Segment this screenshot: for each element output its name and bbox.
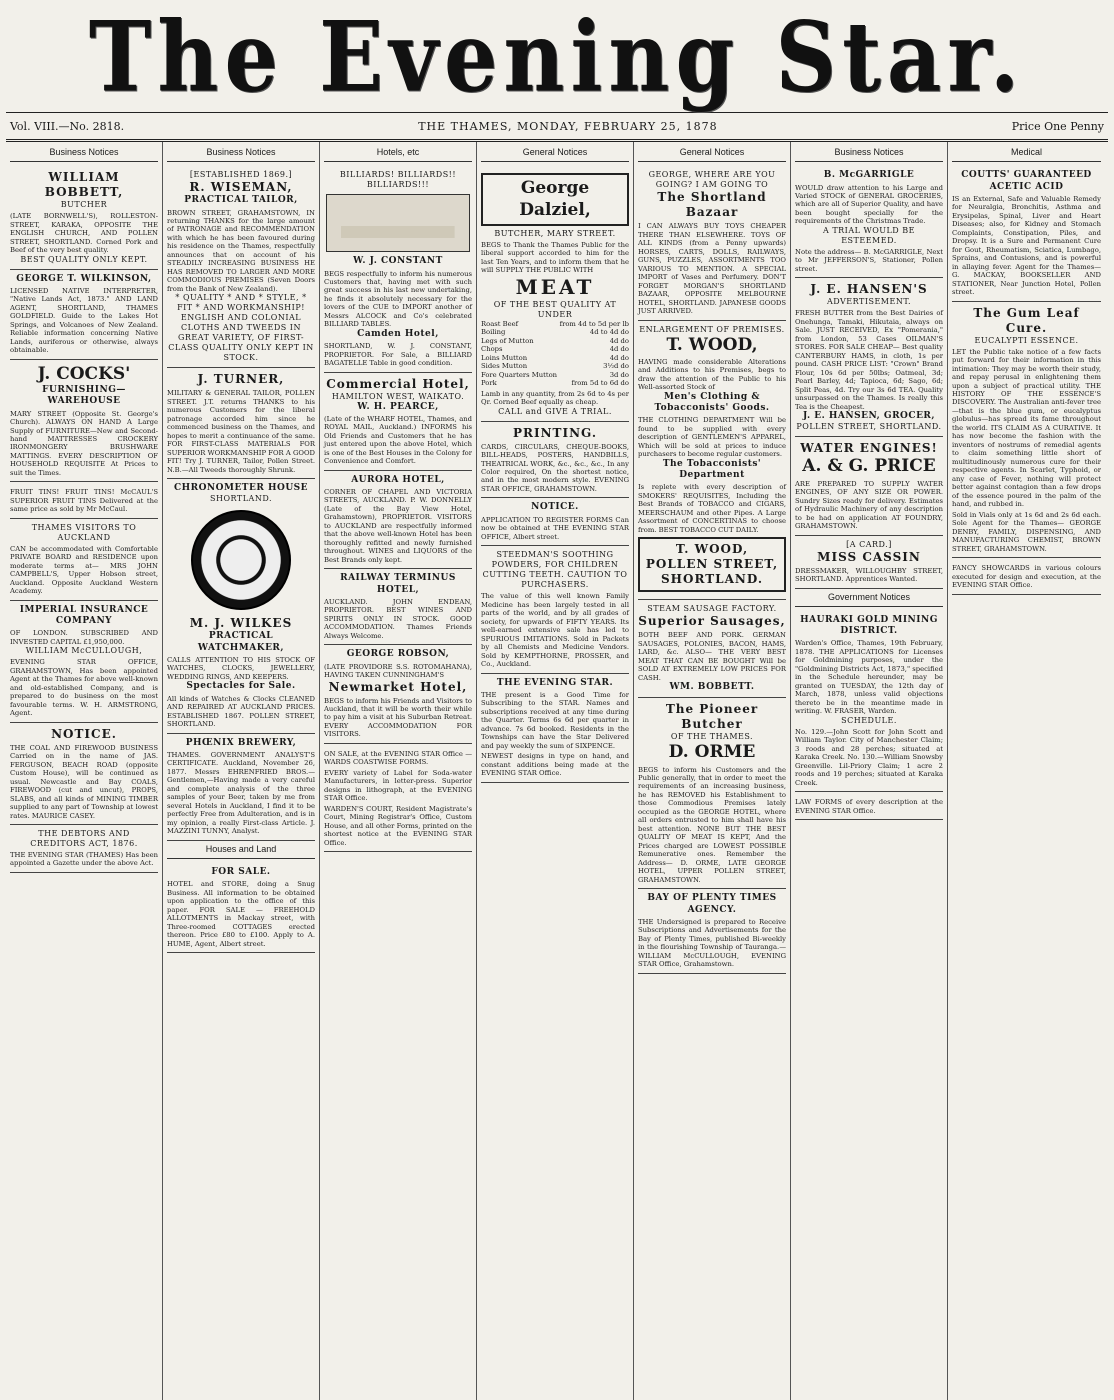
- price-value: from 4d to 5d per lb: [559, 319, 629, 328]
- ad-body: CALLS ATTENTION TO HIS STOCK OF WATCHES, CLOCKS, JEWELLERY, WEDDING RINGS, AND KEEPERS.: [167, 655, 315, 681]
- ad-body: BEGS to Thank the Thames Public for the liberal support accorded to him for the last Ten Years, and to inform them that he will SUPPLY THE PUBLIC WITH: [481, 240, 629, 275]
- ad-body: I CAN ALWAYS BUY TOYS CHEAPER THERE THAN ELSEWHERE. TOYS OF ALL KINDS (from a Penny upwards) HORSES, CARTS, DOLLS, RAILWAYS, GUNS, PUZZLES, ASSORTMENTS TOO VARIOUS TO MENTION. A SPECIAL IMPORT of Vases and Perfumery. DON'T FORGET MORGAN'S SHORTLAND BAZAAR, OPPOSITE MELBOURNE HOTEL, SHORTLAND. JAPANESE GOODS JUST ARRIVED.: [638, 222, 786, 316]
- price-value: from 5d to 6d do: [571, 379, 629, 388]
- ad-steedman: [481, 546, 629, 673]
- ad-title: THAMES VISITORS TO AUCKLAND: [31, 522, 137, 542]
- ad-body: (LATE PROVIDORE S.S. ROTOMAHANA), HAVING TAKEN CUNNINGHAM'S: [324, 662, 472, 680]
- ad-subtitle: Newmarket Hotel,: [328, 679, 468, 694]
- ad-intro: GEORGE, WHERE ARE YOU GOING? I AM GOING TO: [648, 170, 776, 190]
- ad-title: HAURAKI GOLD MINING DISTRICT.: [800, 614, 938, 637]
- ad-address: POLLEN STREET, SHORTLAND.: [796, 422, 942, 432]
- ad-law-forms: [795, 792, 943, 820]
- ad-title: WILLIAM BOBBETT,: [44, 170, 124, 200]
- ad-subtitle: OF THE THAMES.: [670, 732, 754, 742]
- ad-body: EVENING STAR OFFICE, GRAHAMSTOWN, Has been appointed Agent at the Thames for above well-known and old-established Company, and is prepared to do business on the most favourable terms. W. H. ARMSTRONG, Agent.: [10, 658, 158, 718]
- ad-title: The Pioneer Butcher: [665, 702, 759, 732]
- section-heading: Houses and Land: [167, 841, 315, 859]
- ad-title: RAILWAY TERMINUS HOTEL,: [340, 573, 456, 595]
- ad-gum-leaf: [952, 302, 1101, 559]
- ad-intro: [A CARD.]: [846, 539, 892, 549]
- ad-forms: [324, 744, 472, 852]
- column-7: [948, 142, 1105, 1400]
- ad-coutts: [952, 166, 1101, 301]
- ad-title: GEORGE T. WILKINSON,: [16, 273, 152, 284]
- price-row: [481, 345, 629, 353]
- ad-pioneer-butcher: [638, 698, 786, 889]
- ad-mcgarrigle: [795, 166, 943, 278]
- ad-subtitle: A TRIAL WOULD BE ESTEEMED.: [823, 225, 915, 245]
- ad-footer: CALL and GIVE A TRIAL.: [498, 406, 612, 416]
- ad-body: ARE PREPARED TO SUPPLY WATER ENGINES, OF ANY SIZE OR POWER. Sundry Sizes ready for delivery. Estimates of Hydraulic Machinery of any description to be had on application AT FOUNDRY, GRAHAMSTOWN.: [795, 479, 943, 531]
- ad-subtitle: BUTCHER, MARY STREET.: [494, 228, 616, 238]
- ad-title: PRINTING.: [512, 425, 598, 440]
- column-6: [791, 142, 948, 1400]
- ad-title: PHŒNIX BREWERY,: [185, 737, 297, 748]
- ad-body: CAN be accommodated with Comfortable PRIVATE BOARD and RESIDENCE upon moderate terms at— MRS JOHN CAMPBELL'S, Upper Hobson street, Auckland. Opposite Auckland Western Academy.: [10, 544, 158, 596]
- ad-title: BILLIARDS! BILLIARDS!! BILLIARDS!!!: [339, 170, 457, 190]
- ad-hauraki: [795, 611, 943, 792]
- ad-wood: [638, 321, 786, 601]
- ad-title: NOTICE.: [51, 726, 117, 741]
- ad-subtitle: WILLIAM McCULLOUGH,: [25, 646, 143, 656]
- ad-notice-coal: [10, 723, 158, 825]
- price-row: [481, 320, 629, 328]
- volume-number: Vol. VIII.—No. 2818.: [10, 119, 125, 133]
- price-value: 4d do: [609, 345, 629, 354]
- price-item: Sides Mutton: [481, 362, 528, 371]
- column-2: [163, 142, 320, 1400]
- ad-fruit-tins: [10, 482, 158, 518]
- ad-proprietor: W. H. PEARCE,: [357, 401, 439, 412]
- ad-title: AURORA HOTEL,: [351, 474, 445, 485]
- ad-title: THE DEBTORS AND CREDITORS ACT, 1876.: [30, 829, 138, 848]
- ad-subtitle: BUTCHER: [60, 200, 108, 210]
- ad-title: THE EVENING STAR.: [496, 677, 614, 688]
- price-row: [481, 354, 629, 362]
- ad-title: J. COCKS': [37, 363, 131, 384]
- ad-footer: T. WOOD, POLLEN STREET, SHORTLAND.: [638, 537, 786, 592]
- price-value: 4d do: [609, 353, 629, 362]
- ad-railway-hotel: [324, 569, 472, 645]
- ad-signature: J. E. HANSEN, GROCER,: [802, 411, 936, 422]
- ad-body: BOTH BEEF AND PORK. GERMAN SAUSAGES, POLONIES, BACON, HAMS, LARD, &c. ALSO— THE VERY BEST MEAT THAT CAN BE BOUGHT Will be SOLD AT EXTREMELY LOW PRICES FOR CASH.: [638, 631, 786, 682]
- ad-body: EVERY variety of Label for Soda-water Manufacturers, in letter-press. Superior designs in lithograph, at the EVENING STAR Office.: [324, 768, 472, 803]
- ad-subtitle: Men's Clothing & Tobacconists' Goods.: [654, 391, 770, 414]
- ad-dalziel: [481, 166, 629, 421]
- ad-footer: BEST QUALITY ONLY KEPT.: [20, 254, 148, 264]
- ad-body: MARY STREET (Opposite St. George's Church). ALWAYS ON HAND A Large Supply of FURNITURE—New and Second-hand MATTRESSES CROCKERY IRONMONGERY BRUSHWARE MATTINGS. EVERY DESCRIPTION OF HOUSEHOLD REQUISITE At Prices to suit the Times.: [10, 409, 158, 477]
- price-item: Roast Beef: [481, 319, 519, 328]
- ad-body: LICENSED NATIVE INTERPRETER, "Native Lands Act, 1873." AND LAND AGENT, SHORTLAND, THAMES GOLDFIELD. Guide to the Lakes Hot Springs, and Volcanoes of New Zealand. Reliable information concerning Native Lands, auriferous or otherwise, always obtainable.: [10, 286, 158, 355]
- ad-body: BROWN STREET, GRAHAMSTOWN, IN returning THANKS for the large amount of PATRONAGE and RECOMMENDATION with which he has been favoured during his residence on the Thames, respectfully announces that on account of his STEADILY INCREASING BUSINESS HE HAS REMOVED TO LARGER AND MORE COMMODIOUS PREMISES (Seven Doors from the Bank of New Zealand).: [167, 208, 315, 293]
- price-item: Pork: [481, 379, 497, 388]
- ad-body: APPLICATION TO REGISTER FORMS Can now be obtained at THE EVENING STAR OFFICE, Albert street.: [481, 515, 629, 541]
- ad-body: DRESSMAKER, WILLOUGHBY STREET, SHORTLAND. Apprentices Wanted.: [795, 566, 943, 584]
- ad-body: IS an External, Safe and Valuable Remedy for Neuralgia, Bronchitis, Asthma and Erysipelas, Spinal, Liver and Heart Diseases; also, for Kidney and Stomach Complaints, Constipation, Piles, and Dropsy. It is a Sure and Permanent Cure for Gout, Rheumatism, Sciatica, Lumbago, Sprains, and Contusions, and is powerful in allaying fever. Agent for the Thames— G. MACKAY, BOOKSELLER AND STATIONER, Near Junction Hotel, Pollen street.: [952, 194, 1101, 297]
- ad-imperial-insurance: [10, 601, 158, 723]
- ad-footer: * QUALITY * AND * STYLE, * FIT * AND WORKMANSHIP! ENGLISH AND COLONIAL CLOTHS AND TWEEDS IN GREAT VARIETY, OF FIRST-CLASS QUALITY ONLY KEPT IN STOCK.: [168, 293, 314, 363]
- ad-footer: NEWEST designs in type on hand, and constant additions being made at the EVENING STAR Office.: [481, 752, 629, 778]
- meat-price-list: [481, 320, 629, 388]
- ad-body: HOTEL and STORE, doing a Snug Business. All information to be obtained upon application to the office of this paper. FOR SALE — FREEHOLD ALLOTMENTS in Mackay street, with Three-roomed COTTAGES erected thereon. Price £80 to £100. Apply to A. HUME, Agent, Albert street.: [167, 880, 315, 948]
- section-heading: Government Notices: [795, 589, 943, 607]
- ad-subtitle: FURNISHING—WAREHOUSE: [42, 385, 126, 407]
- ad-body: THE COAL AND FIREWOOD BUSINESS Carried on in the name of JAS. FERGUSON, BEACH ROAD (opposite Custom House), will be continued as usual. Newcastle and Bay COALS, FIREWOOD (cut and uncut), PROPS, SLABS, and all kinds of MINING TIMBER supplied to any part of Township at lowest rates. MAURICE CASEY.: [10, 743, 158, 820]
- ad-shortland-bazaar: [638, 166, 786, 320]
- ad-sausage-factory: [638, 600, 786, 698]
- price-item: Loins Mutton: [481, 353, 528, 362]
- ad-title: MISS CASSIN: [817, 549, 921, 564]
- ad-body: HAVING made considerable Alterations and Additions to his Premises, begs to draw the attention of the Public to his Well-assorted Stock of: [638, 357, 786, 392]
- ad-footer: Sold in Vials only at 1s 6d and 2s 6d each. Sole Agent for the Thames— GEORGE DENBY, FAMILY, DISPENSING, AND MANUFACTURING CHEMIST, BROWN STREET, GRAHAMSTOWN.: [952, 510, 1101, 553]
- ad-title: The Gum Leaf Cure.: [973, 305, 1080, 335]
- ad-title: GEORGE ROBSON,: [346, 649, 450, 660]
- ad-bay-of-plenty: [638, 889, 786, 973]
- price-row: [481, 371, 629, 379]
- ad-title: CHRONOMETER HOUSE: [173, 483, 309, 494]
- ad-body: OF LONDON. SUBSCRIBED AND INVESTED CAPITAL £1,950,000.: [10, 629, 158, 646]
- price-item: Fore Quarters Mutton: [481, 370, 558, 379]
- ad-established: [ESTABLISHED 1869.]: [189, 170, 293, 180]
- ad-body: Lamb in any quantity, from 2s 6d to 4s per Qr. Corned Beef equally as cheap.: [481, 389, 629, 407]
- ad-subtitle: SCHEDULE.: [841, 715, 897, 725]
- ad-body: WOULD draw attention to his Large and Varied STOCK of GENERAL GROCERIES, which are all of Superior Quality, and have been bought specially for the requirements of the Christmas Trade.: [795, 183, 943, 226]
- price-value: 3d do: [609, 370, 629, 379]
- column-3: [320, 142, 477, 1400]
- price-row: [481, 362, 629, 370]
- ad-title: IMPERIAL INSURANCE COMPANY: [19, 604, 149, 627]
- price: Price One Penny: [1011, 119, 1104, 133]
- ad-title: T. WOOD,: [666, 334, 758, 355]
- ad-title: M. J. WILKES: [189, 616, 293, 631]
- ad-body: SHORTLAND, W. J. CONSTANT, PROPRIETOR. For Sale, a BILLIARD BAGATELLE Table in good condition.: [324, 342, 472, 368]
- ad-for-sale: [167, 863, 315, 953]
- ad-title: NOTICE.: [531, 502, 579, 513]
- ad-body: THE Undersigned is prepared to Receive Subscriptions and Advertisements for the Bay of Plenty Times, published Bi-weekly in the flourishing Township of Tauranga.— WILLIAM McCULLOUGH, EVENING STAR Office, Grahamstown.: [638, 917, 786, 969]
- price-item: Chops: [481, 345, 503, 354]
- ad-title: STEEDMAN'S SOOTHING POWDERS, FOR CHILDREN CUTTING TEETH. CAUTION TO PURCHASERS.: [482, 550, 628, 590]
- ad-cocks: [10, 360, 158, 483]
- columns: [6, 142, 1108, 1400]
- column-heading: Business Notices: [10, 144, 158, 162]
- column-heading: General Notices: [481, 144, 629, 162]
- billiard-table-illustration: [326, 194, 470, 252]
- column-4: [477, 142, 634, 1400]
- ad-title: George Dalziel,: [519, 178, 591, 220]
- column-1: [6, 142, 163, 1400]
- column-5: [634, 142, 791, 1400]
- ad-body: THE CLOTHING DEPARTMENT Will be found to be supplied with every description of GENTLEMEN'S APPAREL, Which will be sold at prices to induce purchasers to become regular customers.: [638, 416, 786, 459]
- ad-body: FRESH BUTTER from the Best Dairies of Onehunga, Tamaki, Hikutaia, always on Sale. JUST RECEIVED, Ex "Pomerania," from London, 53 Cases OILMAN'S STORES. FOR SALE CHEAP— Best quality CANTERBURY HAMS, in cloth, 1s per pound. CASH PRICE LIST: "Crown" Brand Flour, 10s 6d per 50lbs; Oatmeal, 3d; Pearl Barley, 4d; Tapioca, 6d; Sago, 6d; Split Peas, 4d. Try our 3s 6d TEA. Quality unsurpassed on the Thames. Is really this Tea is the Cheapest.: [795, 309, 943, 411]
- ad-title: FOR SALE.: [211, 866, 271, 877]
- ad-bobbett: [10, 166, 158, 269]
- ad-debtors: [10, 825, 158, 873]
- column-heading: General Notices: [638, 144, 786, 162]
- ad-body: CARDS, CIRCULARS, CHEQUE-BOOKS, BILL-HEADS, POSTERS, HANDBILLS, THEATRICAL WORK, &c., &c., &c., In any Color required, On the shortest notice, and in the most modern style. EVENING STAR OFFICE, GRAHAMSTOWN.: [481, 442, 629, 493]
- ad-water-engines: [795, 437, 943, 535]
- ad-showcards: [952, 558, 1101, 594]
- ad-title: Camden Hotel,: [357, 328, 439, 339]
- ad-body: Note the address— B. McGARRIGLE, Next to Mr JEFFERSON'S, Stationer, Pollen street.: [795, 247, 943, 273]
- ad-subtitle: The Tobacconists' Department: [662, 458, 762, 480]
- column-heading: Business Notices: [167, 144, 315, 162]
- ad-notice-forms: [481, 498, 629, 546]
- ad-body: THE EVENING STAR (THAMES) Has been appointed a Gazette under the above Act.: [10, 851, 158, 868]
- column-heading: Medical: [952, 144, 1101, 162]
- ad-body: FANCY SHOWCARDS in various colours executed for design and execution, at the EVENING STAR Office.: [952, 564, 1101, 590]
- ad-body: The value of this well known Family Medicine has been largely tested in all parts of the world, and by all grades of society, for upwards of FIFTY YEARS. Its well-earned extensive sale has led to SPURIOUS IMITATIONS. Sold in Packets by all Chemists and Medicine Vendors. Sold by KEMPTHORNE, PROSSER, and Co., Auckland.: [481, 592, 629, 669]
- price-row: [481, 328, 629, 336]
- masthead-title: The Evening Star.: [88, 0, 1026, 113]
- ad-body: BEGS respectfully to inform his numerous Customers that, having met with such great success in his last new undertaking, he finds it absolutely necessary for the lovers of the CUE to IMPORT another of Messrs ALCOCK and Co's celebrated BILLIARD TABLES.: [324, 269, 472, 329]
- ad-newmarket-hotel: [324, 645, 472, 744]
- place-date: THE THAMES, MONDAY, FEBRUARY 25, 1878: [418, 119, 718, 133]
- ad-cassin: [795, 536, 943, 589]
- ad-title: J. E. HANSEN'S: [810, 282, 928, 297]
- column-heading: Hotels, etc: [324, 144, 472, 162]
- ad-turner: [167, 368, 315, 479]
- ad-signature: WM. BOBBETT.: [669, 682, 755, 692]
- ad-body: Is replete with every description of SMOKERS' REQUISITES, Including the Best Brands of TOBACCO and CIGARS, MEERSCHAUM and other Pipes. A Large Assortment of CONCERTINAS to choose from. BEST TOBACCO CUT DAILY.: [638, 483, 786, 534]
- ad-title: Commercial Hotel,: [326, 376, 470, 391]
- price-item: Boiling: [481, 328, 506, 337]
- ad-title: B. McGARRIGLE: [823, 170, 915, 181]
- price-value: 4d to 4d do: [589, 328, 629, 337]
- clock-illustration: [191, 510, 291, 610]
- ad-subtitle: PRACTICAL TAILOR,: [184, 195, 298, 206]
- ad-title: BAY OF PLENTY TIMES AGENCY.: [647, 893, 777, 915]
- ad-body: WARDEN'S COURT, Resident Magistrate's Court, Mining Registrar's Office, Custom House, and all other Forms, printed on the shortest notice at the EVENING STAR Office.: [324, 804, 472, 847]
- ad-body: BEGS to inform his Friends and Visitors to Auckland, that it will be worth their while to pay him a visit at his Suburban Retreat. EVERY ACCOMMODATION FOR VISITORS.: [324, 696, 472, 739]
- ad-title: Spectacles for Sale.: [186, 681, 296, 692]
- ad-subtitle: OF THE BEST QUALITY AT UNDER: [493, 299, 617, 319]
- ad-body: (Late of the WHARF HOTEL, Thames, and ROYAL MAIL, Auckland.) INFORMS his Old Friends and Customers that he has just entered upon the above Hotel, which is one of the Best Houses in the Colony for Convenience and Comfort.: [324, 414, 472, 466]
- ad-chronometer: [167, 479, 315, 733]
- ad-body: ON SALE, at the EVENING STAR Office — WARDS COASTWISE FORMS.: [324, 749, 472, 767]
- ad-subtitle: W. J. CONSTANT: [353, 256, 443, 267]
- ad-wilkinson: [10, 270, 158, 360]
- dateline: [6, 113, 1108, 142]
- price-row: [481, 337, 629, 345]
- ad-billiards: [324, 166, 472, 372]
- ad-hansen: [795, 278, 943, 437]
- ad-body: LAW FORMS of every description at the EVENING STAR Office.: [795, 798, 943, 815]
- ad-body: No. 129.—John Scott for John Scott and William Taylor. City of Manchester Claim; 3 roods and 28 perches; situated at Karaka Creek. No. 130.—William Snowsby Greenville. Lil-Priory Claim; 1 acre 2 roods and 19 perches; situated at Karaka Creek.: [795, 727, 943, 787]
- ad-evening-star: [481, 674, 629, 783]
- ad-body: CORNER OF CHAPEL AND VICTORIA STREETS, AUCKLAND. P. W. DONNELLY (Late of the Bay View Hotel, Grahamstown), PROPRIETOR. VISITORS to AUCKLAND are respectfully informed that the above well-known Hotel has been thoroughly refitted and newly furnished throughout. WINES and LIQUORS of the Best Brands only kept.: [324, 488, 472, 564]
- ad-subtitle: HAMILTON WEST, WAIKATO.: [331, 391, 465, 401]
- ad-body: LET the Public take notice of a few facts put forward for their information in this intimation: They may be worth their study, and repay perusal in enlightening them upon a subject of practical utility. THE HISTORY OF THE ESSENCE'S DISCOVERY. The Australian anti-fever tree—that is the blue gum, or eucalyptus globulus—has spread its fame throughout the world. ITS CLAIM AS A CURATIVE. It has now become the fashion with the inventors of nostrums of remedial agents to claim something little short of multitudinously numerous cure for their respective agents. In Scarlet, Typhoid, or any case of Fever, nothing will protect better against contagion than a few drops of the essence poured in the palm of the hand, and rubbed in.: [952, 347, 1101, 509]
- price-item: Legs of Mutton: [481, 336, 534, 345]
- ad-wiseman: [167, 166, 315, 368]
- price-row: [481, 379, 629, 387]
- price-value: 3½d do: [603, 362, 629, 371]
- ad-body: MILITARY & GENERAL TAILOR, POLLEN STREET. J.T. returns THANKS to his numerous Customers for the liberal patronage accorded him since he commenced business on the Thames, and hopes to merit a continuance of the same. FOR FIRST-CLASS MATERIALS FOR SUPERIOR WORKMANSHIP FOR A GOOD FIT! Try J. TURNER, Tailor, Pollen Street. N.B.—All Tweeds thoroughly Shrunk.: [167, 389, 315, 474]
- ad-printing: [481, 422, 629, 499]
- ad-title: Superior Sausages,: [638, 614, 786, 629]
- ad-commercial-hotel: [324, 373, 472, 471]
- ad-title: J. TURNER,: [197, 372, 285, 387]
- ad-body: Warden's Office, Thames, 19th February, 1878. THE APPLICATIONS for Licenses for Goldmining purposes, under the "Goldmining Districts Act, 1873," specified in the Schedule hereunder, may be granted on TUESDAY, the 12th day of March, 1878, unless valid objections thereto be in the meantime made in writing. W. FRASER, Warden.: [795, 639, 943, 716]
- ad-body: FRUIT TINS! FRUIT TINS! McCAUL'S SUPERIOR FRUIT TINS Delivered at the same price as sold by Mr McCaul.: [10, 488, 158, 514]
- ad-intro: ENLARGEMENT OF PREMISES.: [639, 324, 785, 334]
- ad-subtitle: PRACTICAL WATCHMAKER,: [197, 631, 285, 653]
- ad-intro: STEAM SAUSAGE FACTORY.: [647, 604, 777, 614]
- ad-thames-visitors: [10, 519, 158, 601]
- ad-title: R. WISEMAN,: [189, 180, 293, 195]
- ad-body: THE present is a Good Time for Subscribing to the STAR. Names and subscriptions received at any time during the Quarter. Terms 6s 6d per quarter in advance. 7s 6d booked. Residents in the Townships can have the Star Delivered and pay weekly the sum of SIXPENCE.: [481, 690, 629, 750]
- ad-body: (LATE BORNWELL'S), ROLLESTON-STREET, KARAKA, OPPOSITE THE ENGLISH CHURCH, AND POLLEN STREET, SHORTLAND. Corned Pork and Beef of the very best quality.: [10, 212, 158, 255]
- ad-body: BEGS to inform his Customers and the Public generally, that in order to meet the requirements of an increasing business, he has REMOVED his Establishment to those Commodious Premises lately occupied as the GEORGE HOTEL, where all orders entrusted to him shall have his best attention. NONE BUT THE BEST QUALITY OF MEAT IS KEPT, And the Prices charged are LOWEST POSSIBLE Remunerative ones. Remember the Address— D. ORME, LATE GEORGE HOTEL, UPPER POLLEN STREET, GRAHAMSTOWN.: [638, 765, 786, 884]
- meat-heading: MEAT: [515, 274, 595, 299]
- ad-body: All kinds of Watches & Clocks CLEANED AND REPAIRED AT AUCKLAND PRICES. ESTABLISHED 1867. POLLEN STREET, SHORTLAND.: [167, 694, 315, 729]
- ad-body: THAMES. GOVERNMENT ANALYST'S CERTIFICATE. Auckland, November 26, 1877. Messrs EHRENFRIED BROS.—Gentlemen,—Having made a very careful and complete analysis of the three samples of your Beer, taken by me from several Hotels in Auckland, I find it to be perfectly Free from Adulteration, and is in my opinion, a really First-class Article. J. MAZZINI TUNNY, Analyst.: [167, 750, 315, 836]
- ad-body: AUCKLAND. JOHN ENDEAN, PROPRIETOR. BEST WINES AND SPIRITS ONLY IN STOCK. GOOD ACCOMMODATION. Thames Friends Always Welcome.: [324, 597, 472, 640]
- ad-name: A. & G. PRICE: [802, 456, 936, 477]
- ad-title: WATER ENGINES!: [800, 441, 938, 456]
- ad-subtitle: EUCALYPTI ESSENCE.: [974, 335, 1079, 345]
- ad-subtitle: SHORTLAND.: [210, 494, 272, 504]
- masthead: [6, 0, 1108, 113]
- ad-aurora-hotel: [324, 471, 472, 570]
- column-heading: Business Notices: [795, 144, 943, 162]
- ad-name: D. ORME: [668, 742, 756, 763]
- ad-title: The Shortland Bazaar: [657, 190, 767, 220]
- ad-subtitle: ADVERTISEMENT.: [826, 297, 912, 307]
- price-value: 4d do: [609, 336, 629, 345]
- ad-title: COUTTS' GUARANTEED ACETIC ACID: [961, 170, 1092, 192]
- ad-phoenix-brewery: [167, 734, 315, 841]
